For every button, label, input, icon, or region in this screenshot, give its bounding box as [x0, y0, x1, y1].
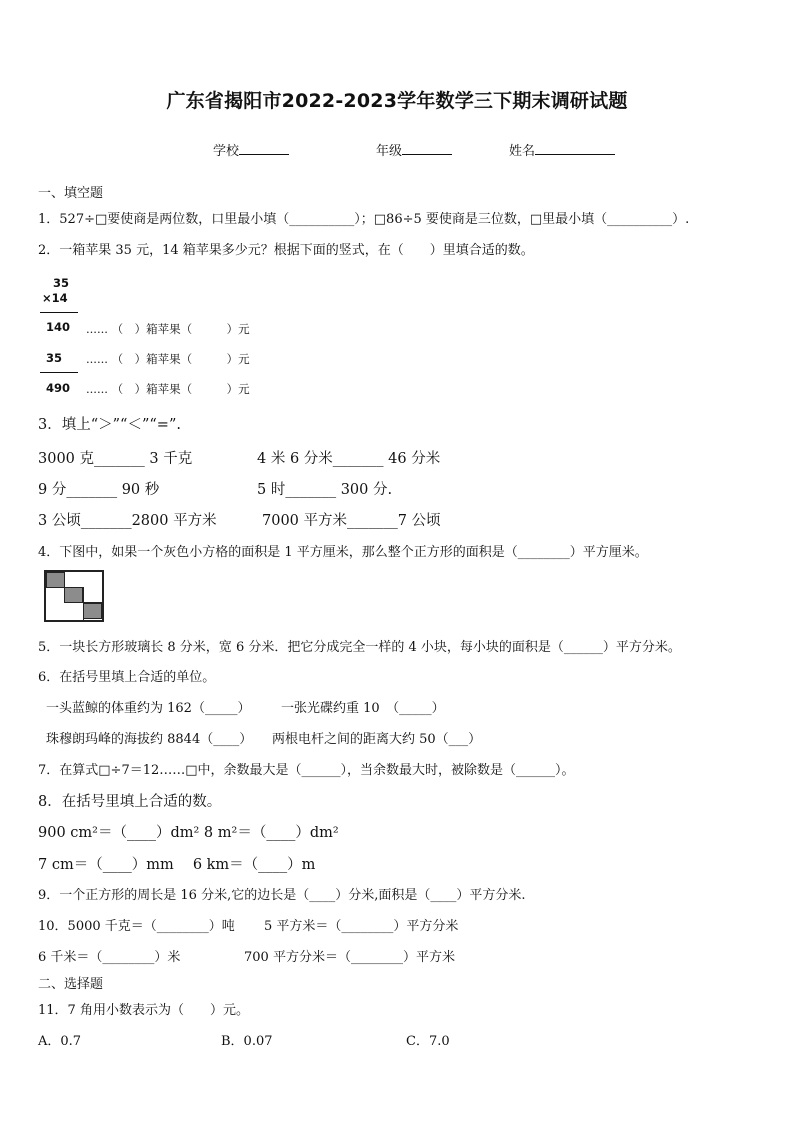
- name-blank[interactable]: [535, 141, 615, 155]
- question-3: 3．填上“＞”“＜”“=”.: [38, 417, 181, 433]
- section-fill-in: 一、填空题: [38, 186, 104, 201]
- question-4: 4．下图中，如果一个灰色小方格的面积是 1 平方厘米，那么整个正方形的面积是（________）平方厘米。: [38, 545, 648, 560]
- section-multiple-choice: 二、选择题: [38, 977, 104, 992]
- option-b[interactable]: B．0.07: [221, 1034, 273, 1049]
- option-a[interactable]: A．0.7: [38, 1034, 82, 1049]
- vertical-hint-3: ...... （ ）箱苹果（ ）元: [86, 382, 250, 396]
- option-c[interactable]: C．7.0: [406, 1034, 450, 1049]
- grade-label: 年级: [376, 144, 403, 159]
- q3-row3-right: 7000 平方米_______7 公顷: [262, 513, 441, 529]
- school-blank[interactable]: [239, 141, 289, 155]
- vertical-hint-2: ...... （ ）箱苹果（ ）元: [86, 352, 250, 366]
- question-1: 1．527÷□要使商是两位数，口里最小填（__________）；□86÷5 要使商是三位数，□里最小填（__________）.: [38, 212, 690, 227]
- q3-row2-left: 9 分_______ 90 秒: [38, 482, 160, 498]
- question-2: 2．一箱苹果 35 元，14 箱苹果多少元？根据下面的竖式，在（ ）里填合适的数。: [38, 243, 534, 258]
- q10-row2-left: 6 千米＝（________）米: [38, 950, 181, 965]
- grade-field: [376, 140, 452, 159]
- vertical-multiplicand: 35: [53, 276, 70, 290]
- question-6: 6．在括号里填上合适的单位。: [38, 670, 216, 685]
- q10-row1-right: 5 平方米＝（________）平方分米: [264, 919, 459, 934]
- vertical-multiplier: ×14: [42, 291, 68, 305]
- question-9: 9．一个正方形的周长是 16 分米,它的边长是（____）分米,面积是（____）平方分米.: [38, 888, 526, 903]
- grid-line: [83, 587, 84, 620]
- q3-row1-left: 3000 克_______ 3 千克: [38, 451, 193, 467]
- question-8: 8．在括号里填上合适的数。: [38, 794, 222, 810]
- question-5: 5．一块长方形玻璃长 8 分米，宽 6 分米．把它分成完全一样的 4 小块，每小块的面积是（______）平方分米。: [38, 640, 681, 655]
- grid-line: [64, 572, 65, 603]
- q8-row1: 900 cm²＝（____）dm² 8 m²＝（____）dm²: [38, 825, 339, 841]
- gray-cell: [83, 603, 102, 619]
- school-label: 学校: [213, 144, 240, 159]
- q6-row1-left: 一头蓝鲸的体重约为 162（_____）: [46, 701, 251, 716]
- q8-row2: 7 cm＝（____）mm 6 km＝（____）m: [38, 857, 316, 873]
- q6-row1-right: 一张光碟约重 10 （_____）: [281, 701, 445, 716]
- grid-line: [46, 587, 84, 588]
- q3-row3-left: 3 公顷_______2800 平方米: [38, 513, 217, 529]
- q6-row2-right: 两根电杆之间的距离大约 50（___）: [272, 732, 482, 747]
- square-grid-figure: [44, 570, 104, 622]
- school-field: [213, 140, 289, 159]
- q10-row1-left: 10．5000 千克＝（________）吨: [38, 919, 235, 934]
- page-title: 广东省揭阳市2022-2023学年数学三下期末调研试题: [166, 90, 628, 112]
- vertical-partial-1: 140: [46, 320, 71, 334]
- gray-cell: [46, 572, 65, 588]
- vertical-rule-1: [40, 312, 78, 313]
- name-label: 姓名: [509, 144, 536, 159]
- question-11: 11．7 角用小数表示为（ ）元。: [38, 1003, 249, 1018]
- q10-row2-right: 700 平方分米＝（________）平方米: [244, 950, 455, 965]
- q3-row2-right: 5 时_______ 300 分.: [257, 482, 393, 498]
- vertical-hint-1: ...... （ ）箱苹果（ ）元: [86, 322, 250, 336]
- vertical-partial-2: 35: [46, 351, 63, 365]
- vertical-rule-2: [40, 372, 78, 373]
- question-7: 7．在算式□÷7＝12……□中，余数最大是（______），当余数最大时，被除数是（______）。: [38, 763, 575, 778]
- name-field: [509, 140, 615, 159]
- q6-row2-left: 珠穆朗玛峰的海拔约 8844（____）: [46, 732, 253, 747]
- grade-blank[interactable]: [402, 141, 452, 155]
- vertical-product: 490: [46, 381, 71, 395]
- gray-cell: [64, 587, 83, 603]
- q3-row1-right: 4 米 6 分米_______ 46 分米: [257, 451, 441, 467]
